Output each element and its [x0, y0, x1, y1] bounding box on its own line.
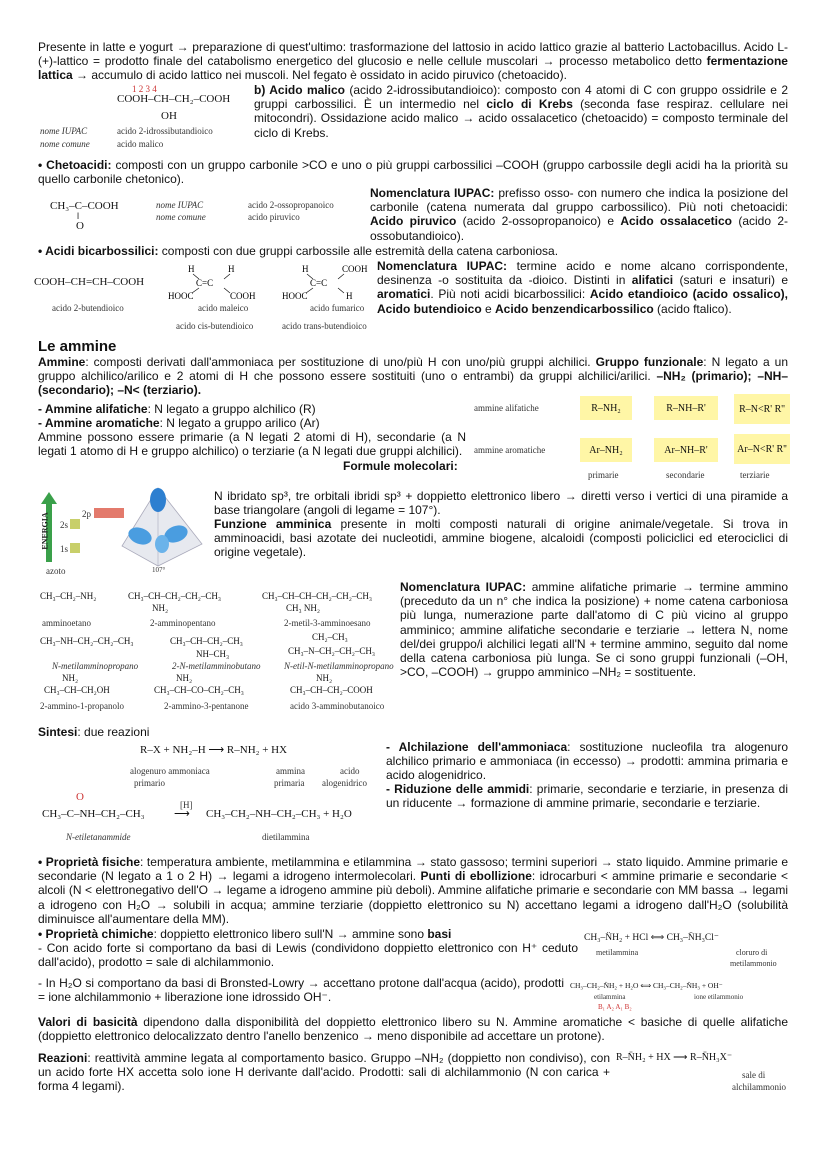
svg-text:HOOC: HOOC	[168, 291, 194, 301]
lewis-paragraph: - Con acido forte si comportano da basi di Lewis (condividono doppietto elettronico con H⁺ ceduto dall'acido), prodotto = sale di alchilammonio.	[38, 941, 578, 970]
amines-def-bold: Ammine	[38, 355, 86, 369]
malic-iupac-name: acido 2-idrossibutandioico	[117, 126, 213, 136]
amine-function-paragraph	[214, 517, 788, 560]
amines-definition	[38, 355, 788, 398]
eq1-label-c: metilammonio	[730, 959, 777, 968]
malic-iupac-label: nome IUPAC	[40, 126, 88, 136]
intro-bold: fermentazione lattica	[38, 54, 788, 83]
ex9-name: acido 3-amminobutanoico	[290, 701, 385, 711]
keto-title: • Chetoacidi:	[38, 158, 112, 172]
orbital-1s-label: 1s	[60, 544, 69, 554]
svg-text:H: H	[302, 264, 309, 274]
aliph-bold: - Ammine alifatiche	[38, 402, 148, 416]
r1-label-c: ammina	[276, 766, 305, 776]
keto-nomenclature	[370, 186, 788, 243]
ex4-formula: CH₃–NH–CH₂–CH₂–CH₃	[40, 636, 134, 646]
keto-nom-b2: Acido ossalacetico	[620, 214, 733, 229]
boil-text: : idrocarburi < ammine primarie e secondarie < alcoli (N < elettronegativo dell'O → legame a idrogeno ammine più deboli). Ammine alifatiche primarie e secondarie con MM bassa → legami a idrogeno con H₂O → solubili in acqua; ammine terziarie (doppietto elettronico su N) accettano legami a idrogeno dall'H₂O (solubilità diminuisce all'aumentare della MM).	[38, 869, 789, 926]
r2-label-a: N-etiletanammide	[66, 832, 131, 842]
reduction-paragraph	[386, 782, 788, 810]
arom-text: : N legato a gruppo arilico (Ar)	[159, 416, 320, 430]
dicarb-nom-end: (acido ftalico).	[653, 301, 732, 316]
amine-nom-text: ammine alifatiche primarie → termine ammino (preceduto da un n° che indica la posizione) + nome catena carboniosa più lunga, numerazione parte dall'atomo di C più vicino al gruppo amminico; ammine alifatiche secondarie e terziarie → lettera N, nome del/dei gruppo/i alchilici legati all'N + termine ammino, seguito dal nome della catena carboniosa più lunga. Se ci sono gruppi funzionali (–OH, >CO, –COOH) → gruppo amminico –NH₂ = sostituente.	[400, 580, 788, 680]
malic-oh: OH	[161, 110, 177, 122]
amine-nom-title: Nomenclatura IUPAC:	[400, 580, 527, 594]
svg-text:H: H	[346, 291, 353, 301]
svg-text:COOH: COOH	[342, 264, 368, 274]
amine-box-arom-secondary: Ar–NH–R'	[654, 438, 718, 462]
dicarb-paragraph	[38, 244, 788, 258]
dicarb-nom-b3: Acido etandioico (acido ossalico), Acido butendioico	[377, 287, 788, 316]
ex3-sub: CH₃ NH₂	[286, 603, 321, 613]
formule-bold: Formule molecolari:	[343, 459, 458, 473]
react-bold: Reazioni	[38, 1051, 88, 1065]
eq2-label-a: etilammina	[594, 993, 626, 1001]
malic-common-label: nome comune	[40, 139, 90, 149]
energy-label: ENERGIA	[40, 512, 50, 550]
alkylation-paragraph	[386, 740, 788, 783]
malic-title: b) Acido malico	[254, 83, 345, 97]
basic-text: dipendono dalla disponibilità del doppietto elettronico libero su N. Ammine aromatiche < basiche di quelle alifatiche (doppietto elettronico delocalizzato dentro l'anello benzenico → meno disponibile ad accettare un protone).	[38, 1015, 788, 1044]
ex9-top: NH₂	[316, 673, 333, 683]
synthesis-reaction-1: R–X + NH₂–H ⟶ R–NH₂ + HX	[140, 744, 288, 756]
malic-carbon-numbers: 1 2 3 4	[132, 84, 157, 94]
chem-bold2: basi	[427, 927, 452, 941]
amines-fg: : N legato a un gruppo alchilico/arilico e 2 atomi di H che possono essere sostituiti (uno o entrambi) da gruppi alchilici/arilici.	[38, 355, 788, 384]
keto-common-name: acido piruvico	[248, 212, 300, 222]
pyramid-angle-label: 107°	[152, 566, 166, 574]
dicarb-nom-title: Nomenclatura IUPAC:	[377, 259, 508, 273]
basic-bold: Valori di basicità	[38, 1015, 138, 1029]
dicarb-nom-m2: . Più noti acidi bicarbossilici:	[430, 287, 590, 302]
synthesis-reaction-2: CH₃–C–NH–CH₂–CH₃	[42, 808, 145, 820]
dicarb-nom-m1: (saturi e insaturi) e	[673, 273, 789, 288]
malic-formula: COOH–CH–CH₂–COOH	[117, 93, 231, 105]
svg-text:C=C: C=C	[196, 278, 214, 288]
maleic-name: acido maleico	[198, 303, 249, 313]
keto-nom-b1: Acido piruvico	[370, 214, 457, 229]
dicarb-nomenclature	[377, 259, 788, 316]
svg-text:HOOC: HOOC	[282, 291, 308, 301]
amine-col-primary: primarie	[588, 470, 619, 480]
dicarb-nom-b2: aromatici	[377, 287, 431, 302]
r2-arrow-label: [H]	[180, 800, 193, 810]
orbital-1s-box	[70, 543, 80, 553]
arom-bold: - Ammine aromatiche	[38, 416, 160, 430]
ex6-formula: CH₃–N–CH₂–CH₂–CH₃	[288, 646, 376, 656]
malic-paragraph	[254, 83, 788, 140]
reactions-paragraph	[38, 1051, 610, 1094]
red-text: : primarie, secondarie e terziarie, in presenza di un riducente → formazione di ammine primarie, secondarie e terziarie.	[386, 782, 788, 811]
phys-bold: • Proprietà fisiche	[38, 855, 141, 869]
orbital-2s-box	[70, 519, 80, 529]
synthesis-bold: Sintesi	[38, 725, 78, 739]
func-bold: Funzione amminica	[214, 517, 332, 531]
ex3-formula: CH₃–CH–CH–CH₂–CH₂–CH₃	[262, 591, 373, 601]
react-text: : reattività ammine legata al comportamento basico. Gruppo –NH₂ (doppietto non condiviso), con un acido forte HX accetta solo ione H derivante dall'acido. Prodotti: sali di alchilammonio (N con carica + forma 4 legami).	[38, 1051, 610, 1094]
keto-iupac-name: acido 2-ossopropanoico	[248, 200, 334, 210]
ex4-name: N-metilamminopropano	[52, 661, 139, 671]
keto-oxygen: O	[76, 220, 84, 232]
chem-text: : doppietto elettronico libero sull'N → ammine sono	[153, 927, 428, 941]
ex5-formula: CH₃–CH–CH₂–CH₃	[170, 636, 243, 646]
dicarb-text: composti con due gruppi carbossile alle estremità della catena carboniosa.	[158, 244, 559, 258]
ex1-name: amminoetano	[42, 618, 91, 628]
svg-text:C=C: C=C	[310, 278, 328, 288]
amine-box-arom-tertiary: Ar–N<R' R''	[734, 434, 790, 464]
r2-oxygen: O	[76, 791, 84, 803]
orbital-2s-label: 2s	[60, 520, 69, 530]
amines-types: Ammine possono essere primarie (a N legati 2 atomi di H), secondarie (a N legati 1 atomo di H e gruppo alchilico) o terziarie (a N legati due gruppi alchilici).	[38, 430, 466, 459]
dicarb-formula: COOH–CH=CH–COOH	[34, 276, 145, 288]
sp3-paragraph: N ibridato sp³, tre orbitali ibridi sp³ + doppietto elettronico libero → diretti verso i vertici di una piramide a base triangolare (angoli di legame = 107°).	[214, 489, 788, 518]
ex2-sub: NH₂	[152, 603, 169, 613]
azoto-label: azoto	[46, 566, 66, 576]
sp3-pyramid-diagram	[118, 486, 208, 574]
amines-def: : composti derivati dall'ammoniaca per sostituzione di uno/più H con uno/più gruppi alchilici.	[85, 355, 596, 369]
r1-label-b: primario	[134, 778, 165, 788]
fumaric-structure	[280, 262, 390, 306]
keto-iupac-label: nome IUPAC	[156, 200, 204, 210]
svg-text:COOH: COOH	[230, 291, 256, 301]
intro-paragraph	[38, 40, 788, 83]
amine-table-row-aromatic: ammine aromatiche	[474, 445, 546, 455]
eq3-label-a: sale di	[742, 1070, 766, 1080]
svg-text:H: H	[188, 264, 195, 274]
eq1-label-a: metilammina	[596, 948, 639, 957]
dicarb-formula-name: acido 2-butendioico	[52, 303, 124, 313]
r1-label-e: acido	[340, 766, 360, 776]
eq3-label-b: alchilammonio	[732, 1082, 786, 1092]
amines-formule-label	[343, 459, 458, 473]
malic-text: (acido 2-idrossibutandioico): composto con 4 atomi di C con gruppo ossidrile e 2 gruppi carbossilici. È un intermedio nel	[254, 83, 789, 112]
eq1-label-b: cloruro di	[736, 948, 768, 957]
eq2-label-b: ione etilammonio	[694, 993, 744, 1001]
r2-arrow: ⟶	[174, 808, 190, 820]
fumaric-name: acido fumarico	[310, 303, 365, 313]
malic-krebs: ciclo di Krebs	[486, 97, 573, 112]
svg-text:H: H	[228, 264, 235, 274]
ex8-top: NH₂	[176, 673, 193, 683]
keto-nom-m: (acido 2-ossopropanoico) e	[456, 214, 621, 229]
trans-name: acido trans-butendioico	[282, 321, 367, 331]
maleic-structure	[166, 262, 286, 306]
red-bold: - Riduzione delle ammidi	[386, 782, 530, 796]
r1-label-d: primaria	[274, 778, 305, 788]
keto-double-bond: ‖	[77, 211, 80, 221]
amine-nomenclature	[400, 580, 788, 679]
eq2-tags: B₁ A₂ A₁ B₂	[598, 1003, 632, 1011]
amine-box-aliph-tertiary: R–N<R' R''	[734, 394, 790, 424]
keto-nom-end: (acido 2-ossobutandioico).	[370, 214, 788, 243]
alk-text: : sostituzione nucleofila tra alogenuro alchilico primario e ammoniaca (in eccesso) → prodotti: ammina primaria e acido alogenidrico.	[386, 740, 788, 783]
ex9-formula: CH₃–CH–CH₂–COOH	[290, 685, 373, 695]
ex5-sub: NH–CH₃	[196, 649, 230, 659]
ex3-name: 2-metil-3-amminoesano	[284, 618, 371, 628]
dicarb-nom-m3: e	[481, 301, 496, 316]
ex7-name: 2-ammino-1-propanolo	[40, 701, 124, 711]
ex2-formula: CH₃–CH–CH₂–CH₂–CH₃	[128, 591, 222, 601]
dicarb-title: • Acidi bicarbossilici:	[38, 244, 159, 258]
keto-text: composti con un gruppo carbonile >CO e uno o più gruppi carbossilici –COOH (gruppo carbossile degli acidi ha la priorità su quello carbonile chetonico).	[38, 158, 788, 187]
chem-bold: • Proprietà chimiche	[38, 927, 154, 941]
aliph-text: : N legato a gruppo alchilico (R)	[147, 402, 316, 416]
ex7-top: NH₂	[62, 673, 79, 683]
orbital-2p-label: 2p	[82, 509, 91, 519]
ex5-name: 2-N-metilamminobutano	[172, 661, 261, 671]
bronsted-paragraph: - In H₂O si comportano da basi di Bronsted-Lowry → accettano protone dall'acqua (acido), prodotti = ione alchilammonio + liberazione ione idrossido OH⁻.	[38, 976, 564, 1005]
amines-aliphatic	[38, 402, 458, 416]
amine-col-secondary: secondarie	[666, 470, 705, 480]
func-text: presente in molti composti naturali di origine animale/vegetale. Si trova in amminoacidi, basi azotate dei nucleotidi, ammine biogene, alcaloidi (composti policiclici ed eterociclici di origine vegetale).	[214, 517, 788, 560]
amine-box-aliph-primary: R–NH₂	[580, 396, 632, 420]
r2-label-b: dietilammina	[262, 832, 310, 842]
phys-text: : temperatura ambiente, metilammina e etilammina → stato gassoso; termini superiori → stato liquido. Ammine primarie e secondarie (N legato a 1 o 2 H) → legami a idrogeno intermolecolari.	[38, 855, 788, 884]
keto-nom-text: prefisso osso- con numero che indica la posizione del carbonile (catena numerata dal gruppo carbossilico). Più noti chetoacidi:	[370, 186, 788, 215]
ex8-formula: CH₃–CH–CO–CH₂–CH₃	[154, 685, 244, 695]
malic-common-name: acido malico	[117, 139, 164, 149]
r1-label-f: alogenidrico	[322, 778, 367, 788]
reaction-equation: R–N̈H₂ + HX ⟶ R–N̈H₃X⁻	[616, 1052, 733, 1063]
keto-paragraph	[38, 158, 788, 186]
ex7-formula: CH₃–CH–CH₂OH	[44, 685, 110, 695]
dicarb-nom-text: termine acido e nome alcano corrispondente, desinenza -o sostituita da -dioico. Distinti in	[377, 259, 788, 288]
amines-aromatic	[38, 416, 458, 430]
intro-text: Presente in latte e yogurt → preparazione di quest'ultimo: trasformazione del lattosio in acido lattico grazie al batterio Lactobacillus. Acido L-(+)-lattico = prodotto finale del catabolismo energetico del glucosio e nelle cellule muscolari → processo metabolico detto	[38, 40, 788, 69]
alk-bold: - Alchilazione dell'ammoniaca	[386, 740, 568, 754]
dicarb-nom-b4: Acido benzendicarbossilico	[495, 301, 654, 316]
ex8-name: 2-ammino-3-pentanone	[164, 701, 249, 711]
ex2-name: 2-amminopentano	[150, 618, 216, 628]
basicity-paragraph	[38, 1015, 788, 1043]
amines-classes: –NH₂ (primario); –NH– (secondario); –N< (terziario).	[38, 369, 789, 398]
lewis-equation: CH₃–N̈H₂ + HCl ⟺ CH₃–N̈H₃Cl⁻	[584, 933, 719, 943]
amine-table-row-aliphatic: ammine alifatiche	[474, 403, 539, 413]
boil-bold: Punti di ebollizione	[420, 869, 532, 884]
malic-text2: (seconda fase respiraz. cellulare nei mitocondri). Ossidazione acido malico → acido ossalacetico (chetoacido) = composto terminale del ciclo di Krebs.	[254, 97, 789, 140]
section-heading-amines: Le ammine	[38, 338, 117, 355]
r2-products: CH₃–CH₂–NH–CH₂–CH₃ + H₂O	[206, 808, 352, 820]
amine-box-aliph-secondary: R–NH–R'	[654, 396, 718, 420]
keto-formula: CH₃–C–COOH	[50, 200, 119, 212]
intro-text-end: → accumulo di acido lattico nei muscoli. Nel fegato è ossidato in acido piruvico (chetoacido).	[72, 68, 567, 83]
r1-label-a: alogenuro ammoniaca	[130, 766, 210, 776]
amine-col-tertiary: terziarie	[740, 470, 770, 480]
keto-nom-title: Nomenclatura IUPAC:	[370, 186, 495, 200]
amine-box-arom-primary: Ar–NH₂	[580, 438, 632, 462]
physical-properties	[38, 855, 788, 926]
synthesis-title-end: : due reazioni	[77, 725, 150, 739]
dicarb-nom-b1: alifatici	[631, 273, 674, 288]
bronsted-equation: CH₃–CH₂–N̈H₂ + H₂O ⟺ CH₃–CH₂–N̈H₃ + OH⁻	[570, 981, 723, 990]
chemical-properties	[38, 927, 578, 941]
synthesis-title	[38, 725, 149, 739]
keto-common-label: nome comune	[156, 212, 206, 222]
ex6-name: N-etil-N-metilamminopropano	[284, 661, 394, 671]
ex1-formula: CH₃–CH₂–NH₂	[40, 591, 97, 601]
amines-fg-bold: Gruppo funzionale	[595, 355, 704, 369]
ex6-top: CH₂–CH₃	[312, 632, 348, 642]
cis-name: acido cis-butendioico	[176, 321, 254, 331]
